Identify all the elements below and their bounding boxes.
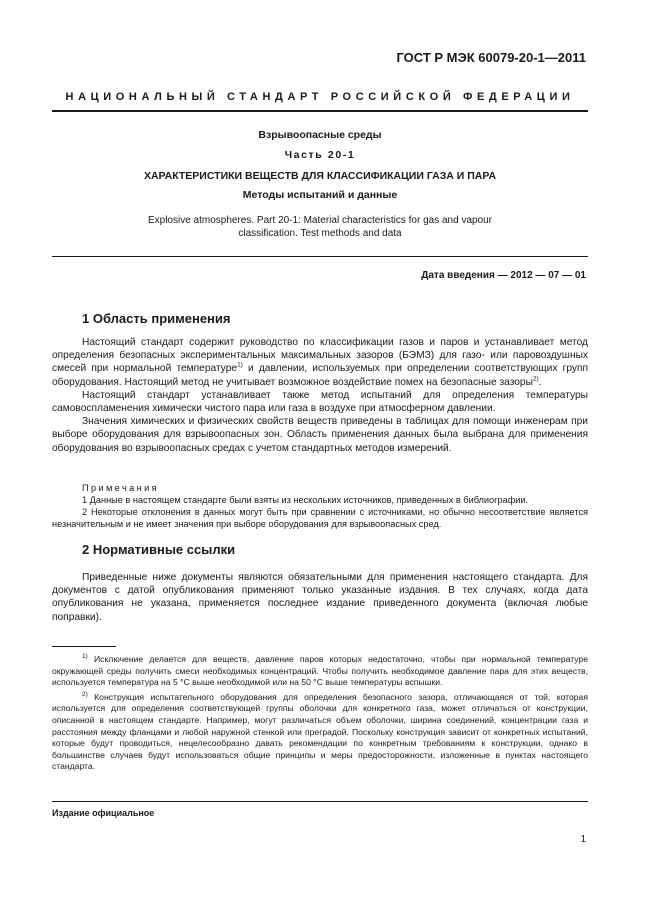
title-line-2: ХАРАКТЕРИСТИКИ ВЕЩЕСТВ ДЛЯ КЛАССИФИКАЦИИ ГАЗА И ПАРА	[143, 170, 497, 182]
english-title: Explosive atmospheres. Part 20-1: Material characteristics for gas and vapour classification. Test methods and data	[147, 215, 493, 239]
official-edition-label: Издание официальное	[52, 808, 155, 818]
footer-rule	[52, 801, 588, 802]
title-line-3: Методы испытаний и данные	[242, 189, 398, 201]
section-2-body	[52, 571, 588, 624]
section-1-paragraph-3: Значения химических и физических свойств веществ приведены в таблицах для помощи инженерам при выборе оборудования для взрывоопасных зон. Область применения данных была выбрана для применения оборудования во взрывоопасных средах с учетом стандартных методов измерений.	[52, 416, 588, 454]
section-1-heading: 1 Область применения	[82, 311, 231, 326]
header-rule	[52, 110, 588, 112]
section-1-paragraph-2: Настоящий стандарт устанавливает также метод испытаний для определения температуры самовоспламенения химически чистого пара или газа в воздухе при атмосферном давлении.	[52, 389, 588, 415]
note-1: 1 Данные в настоящем стандарте были взяты из нескольких источников, приведенных в библиографии.	[82, 495, 529, 505]
footnotes	[52, 654, 588, 776]
section-1-paragraph-1: Настоящий стандарт содержит руководство по классификации газов и паров и устанавливает метод определения безопасных экспериментальных максимальных зазоров (БЭМЗ) для газо- или паровоздушных смесей при нормальной температуре$^{1)}$ и давлении, используемых при определении соответствующих групп оборудования. Настоящий метод не учитывает возможное воздействие помех на безопасные зазоры$^{2)}$.	[52, 337, 589, 388]
national-standard-banner: НАЦИОНАЛЬНЫЙ СТАНДАРТ РОССИЙСКОЙ ФЕДЕРАЦИИ	[65, 91, 575, 103]
section-2-heading: 2 Нормативные ссылки	[82, 542, 236, 557]
footnote-2: $^{2)}$ Конструкция испытательного оборудования для определения безопасного зазора, отличающаяся от той, которая используется для определения соответствующей группы оболочки для конкретного газа, может отличаться от конструкции, описанной в настоящем стандарте. Например, могут различаться объем оболочки, ширина соединений, концентрации газа и расстояния между фланцами и любой наружной стенкой или преградой. Поскольку конструкция зависит от конкретных испытаний, которые будут проводиться, нецелесообразно давать рекомендации по конкретным требованиям к конструкции, однако в большинстве случаев будут использоваться общие принципы и меры предосторожности, изложенные в пунктах настоящего стандарта.	[52, 690, 588, 772]
title-part: Часть 20-1	[284, 149, 356, 161]
section-2-paragraph-1: Приведенные ниже документы являются обязательными для применения настоящего стандарта. Для документов с датой опубликования применяют только указанные издания. В тех случаях, когда дата опубликования не указана, применяется последнее издание приведенного документа (включая любые поправки).	[52, 572, 588, 623]
standard-number: ГОСТ Р МЭК 60079-20-1—2011	[396, 50, 586, 65]
title-line-1: Взрывоопасные среды	[258, 129, 382, 141]
notes-heading: Примечания	[82, 483, 160, 493]
footnote-separator	[52, 646, 116, 647]
title-rule	[52, 256, 588, 257]
note-2: 2 Некоторые отклонения в данных могут быть при сравнении с источниками, но обычно несоответствие является незначительным и не имеет значения при выборе оборудования для взрывоопасных сред.	[52, 507, 588, 529]
page-number: 1	[580, 834, 586, 845]
section-1-body	[52, 336, 588, 455]
notes-block	[52, 482, 588, 530]
footnote-1: $^{1)}$ Исключение делается для веществ, давление паров которых недостаточно, чтобы при нормальной температуре окружающей среды получить смеси необходимых концентраций. Чтобы получить необходимое давление пара для этих веществ, используется температура на 5 °C выше необходимой или на 50 °C выше температуры вспышки.	[52, 653, 588, 688]
introduction-date: Дата введения — 2012 — 07 — 01	[421, 270, 586, 281]
